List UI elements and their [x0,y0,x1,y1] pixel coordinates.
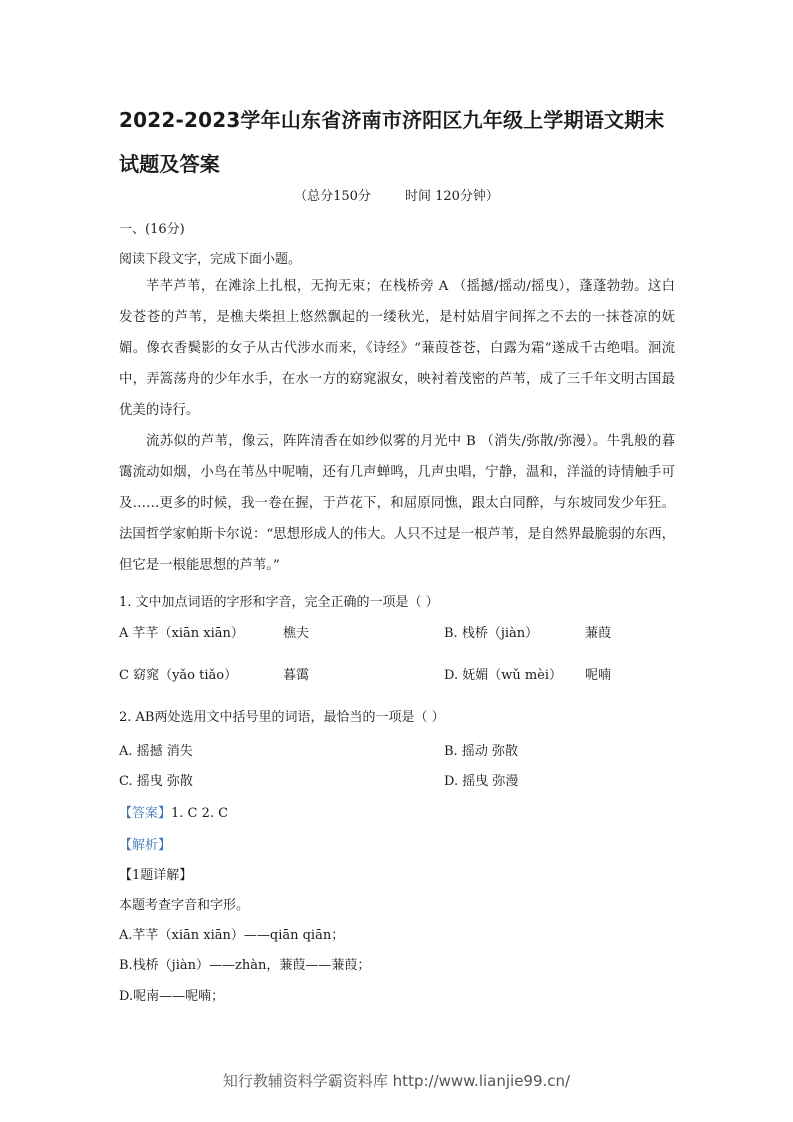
q1-option-b-word2: 蒹葭 [585,626,612,641]
q2-option-d: D. 摇曳 弥漫 [444,774,519,789]
q1-option-c: C 窈窕（yǎo tiǎo） [119,668,238,683]
q2-option-a: A. 摇撼 消失 [119,744,193,759]
passage-paragraph-1: 芊芊芦苇，在滩涂上扎根，无拘无束；在栈桥旁 A （摇撼/摇动/摇曳），蓬蓬勃勃。这白发苍苍的芦苇，是樵夫柴担上悠然飘起的一缕秋光，是村姑眉宇间挥之不去的一抹苍凉的妩媚。像衣香鬓影的女子从古代涉水而来，《诗经》“蒹葭苍苍，白露为霜”遂成千古绝唱。洄流中，弄篙荡舟的少年水手，在水一方的窈窕淑女，映衬着茂密的芦苇，成了三千年文明古国最优美的诗行。 [119,279,675,418]
answer-line [119,802,228,821]
analysis-a: A.芊芊（xiān xiān）——qiān qiān； [119,928,345,943]
total-score: （总分150分 [294,189,371,204]
section-heading: 一、(16分) [119,222,185,237]
question-2-stem: 2. AB两处选用文中括号里的词语，最恰当的一项是（ ） [119,710,445,725]
q2-option-c: C. 摇曳 弥散 [119,774,193,789]
q1-option-b: B. 栈桥（jiàn） [444,626,539,641]
q2-option-b: B. 摇动 弥散 [444,744,518,759]
exam-time: 时间 120分钟） [404,189,499,204]
q1-option-c-word2: 暮霭 [283,668,310,683]
footer-watermark: 知行教辅资料学霸资料库 http://www.lianjie99.cn/ [222,1072,571,1090]
q1-option-d-word2: 呢喃 [585,668,612,683]
analysis-b: B.栈桥（jiàn）——zhàn，蒹葭——蒹葭； [119,958,371,973]
analysis-tag: 【解析】 [119,838,172,853]
answer-text: 1. C 2. C [171,806,229,821]
page-title: 2022-2023学年山东省济南市济阳区九年级上学期语文期末试题及答案 [119,108,665,176]
q1-option-a-word2: 樵夫 [283,626,310,641]
q1-option-a: A 芊芊（xiān xiān） [119,626,244,641]
q1-option-d: D. 妩媚（wǔ mèi） [444,668,563,683]
exam-info [0,185,793,204]
question-1-stem: 1. 文中加点词语的字形和字音，完全正确的一项是（ ） [119,595,439,610]
reading-instruction: 阅读下段文字，完成下面小题。 [119,252,302,267]
analysis-d: D.呢南——呢喃； [119,989,225,1004]
answer-tag: 【答案】 [119,806,172,821]
passage-paragraph-2: 流苏似的芦苇，像云，阵阵清香在如纱似雾的月光中 B （消失/弥散/弥漫）。牛乳般的暮霭流动如烟，小鸟在苇丛中呢喃，还有几声蝉鸣，几声虫唱，宁静，温和，洋溢的诗情触手可及……更多的时候，我一卷在握，于芦花下，和屈原同憔，跟太白同醉，与东坡同发少年狂。法国哲学家帕斯卡尔说：“思想形成人的伟大。人只不过是一根芦苇，是自然界最脆弱的东西，但它是一根能思想的芦苇。” [119,434,675,573]
detail-heading: 【1题详解】 [119,868,193,883]
analysis-intro: 本题考查字音和字形。 [119,898,250,913]
